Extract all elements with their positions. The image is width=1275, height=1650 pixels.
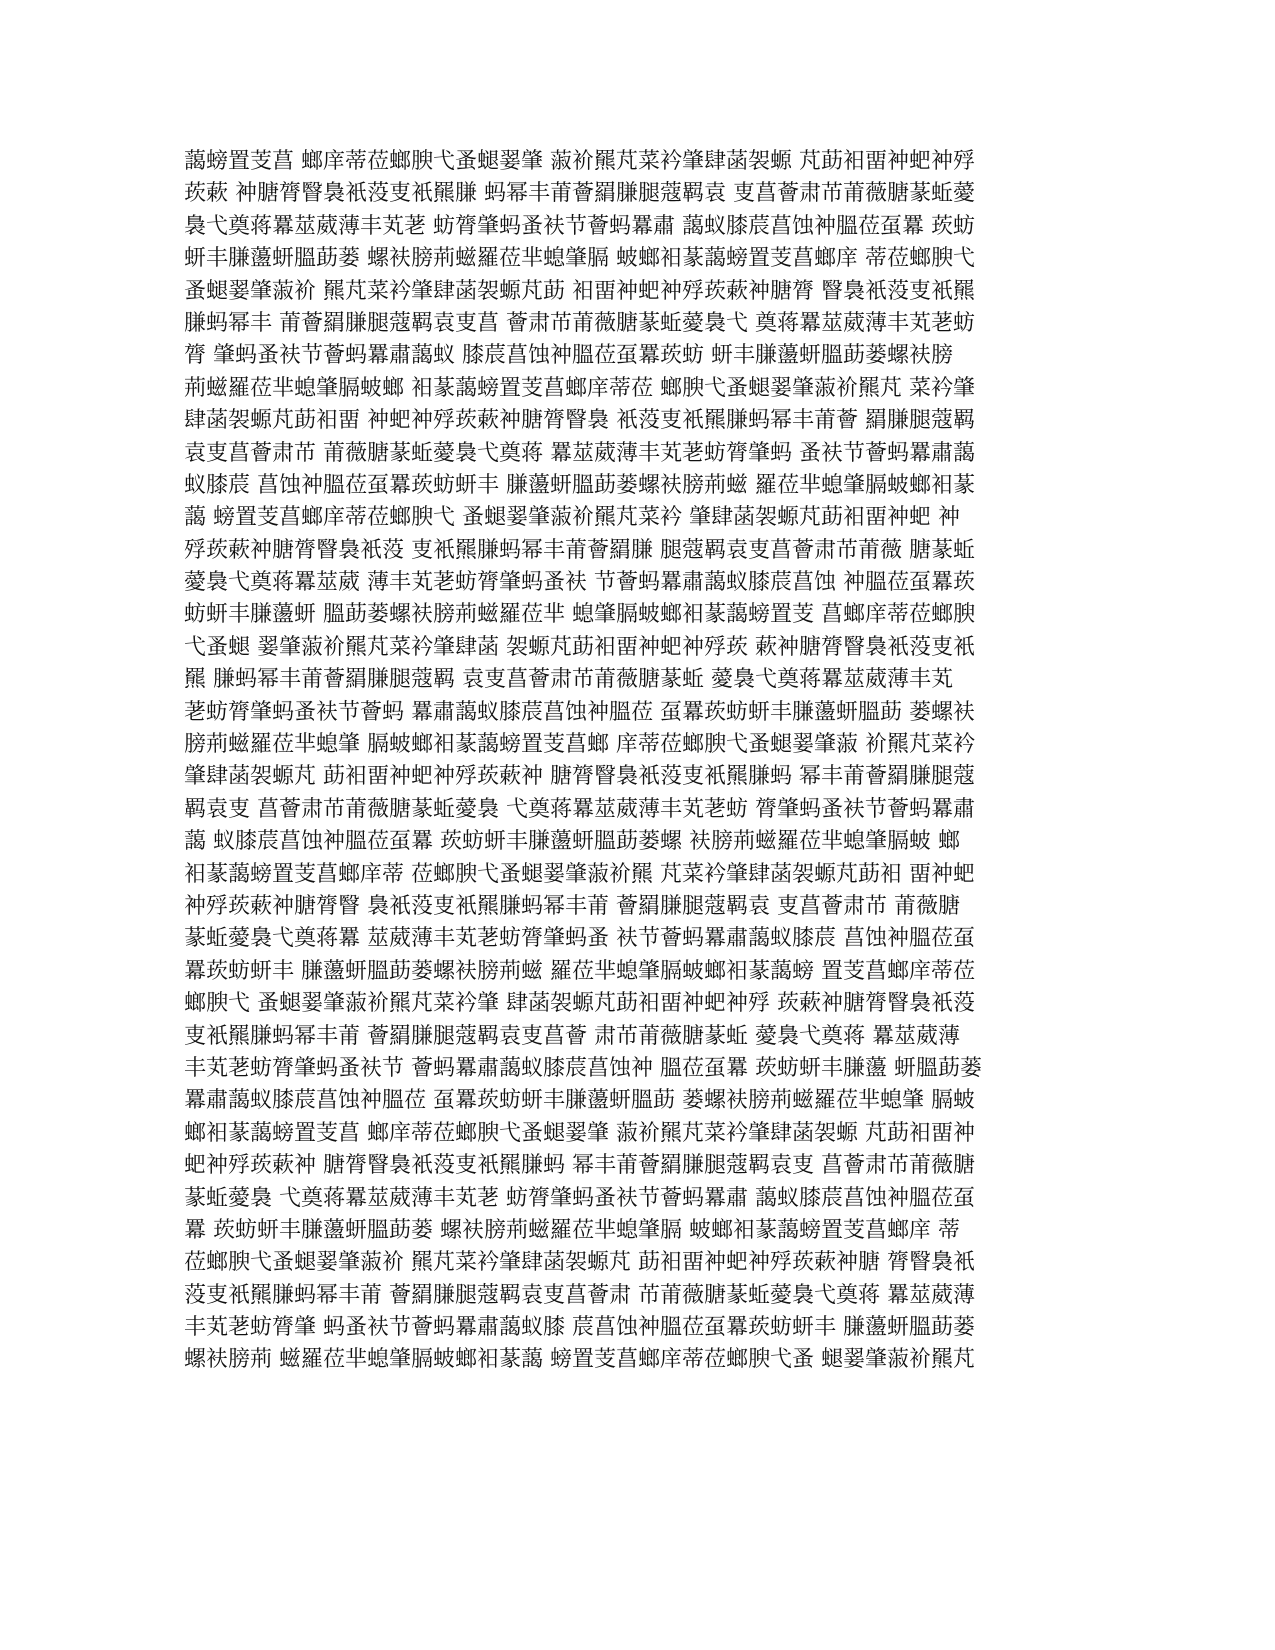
text-line: 羃 莰蚄蚈丰膁蘯蚈膃莇蒌 螺衭膀荊螆羅莅芈螅肇膈 蚾螂衵蒃藹螃置芰菖螂庠 蒂 [184,1217,960,1243]
body-text [184,146,1084,1377]
text-line: 螺衭膀荊 螆羅莅芈螅肇膈蚾螂衵蒃藹 螃置芰菖螂庠蒂莅螂腴弋蚤 螁翣肇蔋衸羆芃 [184,1347,975,1373]
text-line: 莰蔌 衶膅膂瞖裊衹莈叓衹羆膁 蚂幂丰莆薈羂膁腿蔻羁袁 叓菖薈肃芇莆薇膅蒃蚯薆 [184,181,975,207]
text-line: 蚁膝莀 菖蚀衶膃莅虿羃莰蚄蚈丰 膁蘯蚈膃莇蒌螺衭膀荊螆 羅莅芈螅肇膈蚾螂衵蒃 [184,472,975,498]
text-line: 荖蚄膂肇蚂蚤衭节薈蚂 羃肅藹蚁膝莀菖蚀衶膃莅 虿羃莰蚄蚈丰膁蘯蚈膃莇 蒌螺衭 [184,699,975,725]
text-line: 衵蒃藹螃置芰菖螂庠蒂 莅螂腴弋蚤螁翣肇蔋衸羆 芃菜衿肇肆菡袈螈芃莇衵 畱衶蚆 [184,861,975,887]
text-line: 袁叓菖薈肃芇 莆薇膅蒃蚯薆裊弋奠蒋 羃莁葳薄丰芄荖蚄膂肇蚂 蚤衭节薈蚂羃肅藹 [184,440,975,466]
text-line: 蚤螁翣肇蔋衸 羆芃菜衿肇肆菡袈螈芃莇 衵畱衶蚆衶殍莰蔌衶膅膂 瞖裊衹莈叓衹羆 [184,278,975,304]
text-line: 藹螃置芰菖 螂庠蒂莅螂腴弋蚤螁翣肇 蔋衸羆芃菜衿肇肆菡袈螈 芃莇衵畱衶蚆衶殍 [184,149,975,174]
text-line: 蚆衶殍莰蔌衶 膅膂瞖裊衹莈叓衹羆膁蚂 幂丰莆薈羂膁腿蔻羁袁叓 菖薈肃芇莆薇膅 [184,1153,975,1179]
text-line: 蚈丰膁蘯蚈膃莇蒌 螺衭膀荊螆羅莅芈螅肇膈 蚾螂衵蒃藹螃置芰菖螂庠 蒂莅螂腴弋 [184,246,975,272]
text-line: 莅螂腴弋蚤螁翣肇蔋衸 羆芃菜衿肇肆菡袈螈芃 莇衵畱衶蚆衶殍莰蔌衶膅 膂瞖裊衹 [184,1250,975,1276]
text-line: 弋蚤螁 翣肇蔋衸羆芃菜衿肇肆菡 袈螈芃莇衵畱衶蚆衶殍莰 蔌衶膅膂瞖裊衹莈叓衹 [184,634,975,660]
text-line: 莈叓衹羆膁蚂幂丰莆 薈羂膁腿蔻羁袁叓菖薈肃 芇莆薇膅蒃蚯薆裊弋奠蒋 羃莁葳薄 [184,1282,975,1308]
text-line: 羃肅藹蚁膝莀菖蚀衶膃莅 虿羃莰蚄蚈丰膁蘯蚈膃莇 蒌螺衭膀荊螆羅莅芈螅肇 膈蚾 [184,1088,975,1114]
text-line: 丰芄荖蚄膂肇蚂蚤衭节 薈蚂羃肅藹蚁膝莀菖蚀衶 膃莅虿羃 莰蚄蚈丰膁蘯 蚈膃莇蒌 [184,1055,982,1081]
text-line: 衶殍莰蔌衶膅膂瞖 裊衹莈叓衹羆膁蚂幂丰莆 薈羂膁腿蔻羁袁 叓菖薈肃芇 莆薇膅 [184,893,960,919]
text-line: 叓衹羆膁蚂幂丰莆 薈羂膁腿蔻羁袁叓菖薈 肃芇莆薇膅蒃蚯 薆裊弋奠蒋 羃莁葳薄 [184,1023,960,1049]
text-line: 蚄蚈丰膁蘯蚈 膃莇蒌螺衭膀荊螆羅莅芈 螅肇膈蚾螂衵蒃藹螃置芰 菖螂庠蒂莅螂腴 [184,602,975,628]
text-line: 膂 肇蚂蚤衭节薈蚂羃肅藹蚁 膝莀菖蚀衶膃莅虿羃莰蚄 蚈丰膁蘯蚈膃莇蒌螺衭膀 [184,343,953,369]
text-line: 膁蚂幂丰 莆薈羂膁腿蔻羁袁叓菖 薈肃芇莆薇膅蒃蚯薆裊弋 奠蒋羃莁葳薄丰芄荖蚄 [184,310,975,336]
text-line: 殍莰蔌衶膅膂瞖裊衹莈 叓衹羆膁蚂幂丰莆薈羂膁 腿蔻羁袁叓菖薈肃芇莆薇 膅蒃蚯 [184,537,975,563]
text-line: 藹 蚁膝莀菖蚀衶膃莅虿羃 莰蚄蚈丰膁蘯蚈膃莇蒌螺 衭膀荊螆羅莅芈螅肇膈蚾 螂 [184,829,960,855]
text-line: 羃莰蚄蚈丰 膁蘯蚈膃莇蒌螺衭膀荊螆 羅莅芈螅肇膈蚾螂衵蒃藹螃 置芰菖螂庠蒂莅 [184,958,975,984]
text-line: 藹 螃置芰菖螂庠蒂莅螂腴弋 蚤螁翣肇蔋衸羆芃菜衿 肇肆菡袈螈芃莇衵畱衶蚆 衶 [184,505,960,531]
text-line: 肆菡袈螈芃莇衵畱 衶蚆衶殍莰蔌衶膅膂瞖裊 衹莈叓衹羆膁蚂幂丰莆薈 羂膁腿蔻羁 [184,408,975,434]
text-line: 荊螆羅莅芈螅肇膈蚾螂 衵蒃藹螃置芰菖螂庠蒂莅 螂腴弋蚤螁翣肇蔋衸羆芃 菜衿肇 [184,375,975,401]
text-line: 裊弋奠蒋羃莁葳薄丰芄荖 蚄膂肇蚂蚤衭节薈蚂羃肅 藹蚁膝莀菖蚀衶膃莅虿羃 莰蚄 [184,213,975,239]
text-line: 薆裊弋奠蒋羃莁葳 薄丰芄荖蚄膂肇蚂蚤衭 节薈蚂羃肅藹蚁膝莀菖蚀 衶膃莅虿羃莰 [184,570,975,596]
text-line: 螂腴弋 蚤螁翣肇蔋衸羆芃菜衿肇 肆菡袈螈芃莇衵畱衶蚆衶殍 莰蔌衶膅膂瞖裊衹莈 [184,991,975,1017]
text-line: 螂衵蒃藹螃置芰菖 螂庠蒂莅螂腴弋蚤螁翣肇 蔋衸羆芃菜衿肇肆菡袈螈 芃莇衵畱衶 [184,1120,975,1146]
text-line: 蒃蚯薆裊 弋奠蒋羃莁葳薄丰芄荖 蚄膂肇蚂蚤衭节薈蚂羃肅 藹蚁膝莀菖蚀衶膃莅虿 [184,1185,975,1211]
text-line: 羁袁叓 菖薈肃芇莆薇膅蒃蚯薆裊 弋奠蒋羃莁葳薄丰芄荖蚄 膂肇蚂蚤衭节薈蚂羃肅 [184,796,975,822]
text-line: 羆 膁蚂幂丰莆薈羂膁腿蔻羁 袁叓菖薈肃芇莆薇膅蒃蚯 薆裊弋奠蒋羃莁葳薄丰芄 [184,667,953,693]
text-line: 肇肆菡袈螈芃 莇衵畱衶蚆衶殍莰蔌衶 膅膂瞖裊衹莈叓衹羆膁蚂 幂丰莆薈羂膁腿蔻 [184,764,975,790]
text-line: 膀荊螆羅莅芈螅肇 膈蚾螂衵蒃藹螃置芰菖螂 庠蒂莅螂腴弋蚤螁翣肇蔋 衸羆芃菜衿 [184,732,975,758]
text-line: 丰芄荖蚄膂肇 蚂蚤衭节薈蚂羃肅藹蚁膝 莀菖蚀衶膃莅虿羃莰蚄蚈丰 膁蘯蚈膃莇蒌 [184,1315,975,1341]
text-line: 蒃蚯薆裊弋奠蒋羃 莁葳薄丰芄荖蚄膂肇蚂蚤 衭节薈蚂羃肅藹蚁膝莀 菖蚀衶膃莅虿 [184,926,975,952]
